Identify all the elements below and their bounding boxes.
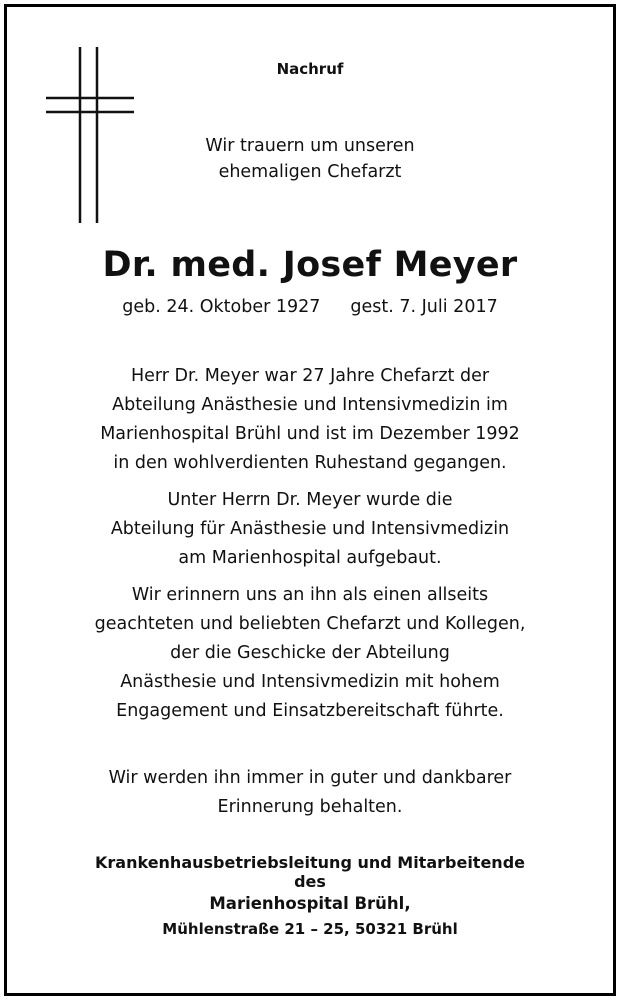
paragraph-remembrance	[7, 581, 613, 726]
signature-address: Mühlenstraße 21 – 25, 50321 Brühl	[162, 920, 458, 938]
obituary-heading: Nachruf	[276, 60, 344, 78]
paragraph-department	[7, 486, 613, 573]
paragraph-line: Abteilung für Anästhesie und Intensivmedizin	[110, 519, 510, 539]
signature-block	[7, 853, 613, 941]
closing-line: Erinnerung behalten.	[217, 797, 403, 817]
paragraph-line: am Marienhospital aufgebaut.	[178, 548, 442, 568]
paragraph-line: Herr Dr. Meyer war 27 Jahre Chefarzt der	[130, 366, 490, 386]
intro-line: Wir trauern um unseren	[205, 136, 415, 156]
paragraph-line: Engagement und Einsatzbereitschaft führte.	[116, 701, 504, 721]
paragraph-line: Abteilung Anästhesie und Intensivmedizin im	[112, 395, 508, 415]
paragraph-line: Marienhospital Brühl und ist im Dezember 1992	[100, 424, 520, 444]
paragraph-line: in den wohlverdienten Ruhestand gegangen.	[113, 453, 507, 473]
deceased-name: Dr. med. Josef Meyer	[102, 245, 518, 285]
intro-line: ehemaligen Chefarzt	[218, 162, 402, 182]
life-dates	[7, 297, 613, 317]
signature-line: des	[294, 872, 326, 891]
closing-line: Wir werden ihn immer in guter und dankbarer	[108, 768, 512, 788]
signature-line: Krankenhausbetriebsleitung und Mitarbeitende	[95, 853, 525, 872]
paragraph-line: Anästhesie und Intensivmedizin mit hohem	[120, 672, 500, 692]
death-date: gest. 7. Juli 2017	[350, 297, 498, 317]
intro-text	[7, 133, 613, 185]
birth-date: geb. 24. Oktober 1927	[122, 297, 321, 317]
paragraph-career	[7, 362, 613, 478]
signature-organization: Marienhospital Brühl,	[209, 894, 411, 913]
obituary-frame	[4, 4, 616, 996]
paragraph-line: geachteten und beliebten Chefarzt und Kollegen,	[94, 614, 526, 634]
paragraph-line: der die Geschicke der Abteilung	[170, 643, 450, 663]
closing-text	[7, 764, 613, 822]
paragraph-line: Wir erinnern uns an ihn als einen allseits	[131, 585, 489, 605]
paragraph-line: Unter Herrn Dr. Meyer wurde die	[167, 490, 453, 510]
